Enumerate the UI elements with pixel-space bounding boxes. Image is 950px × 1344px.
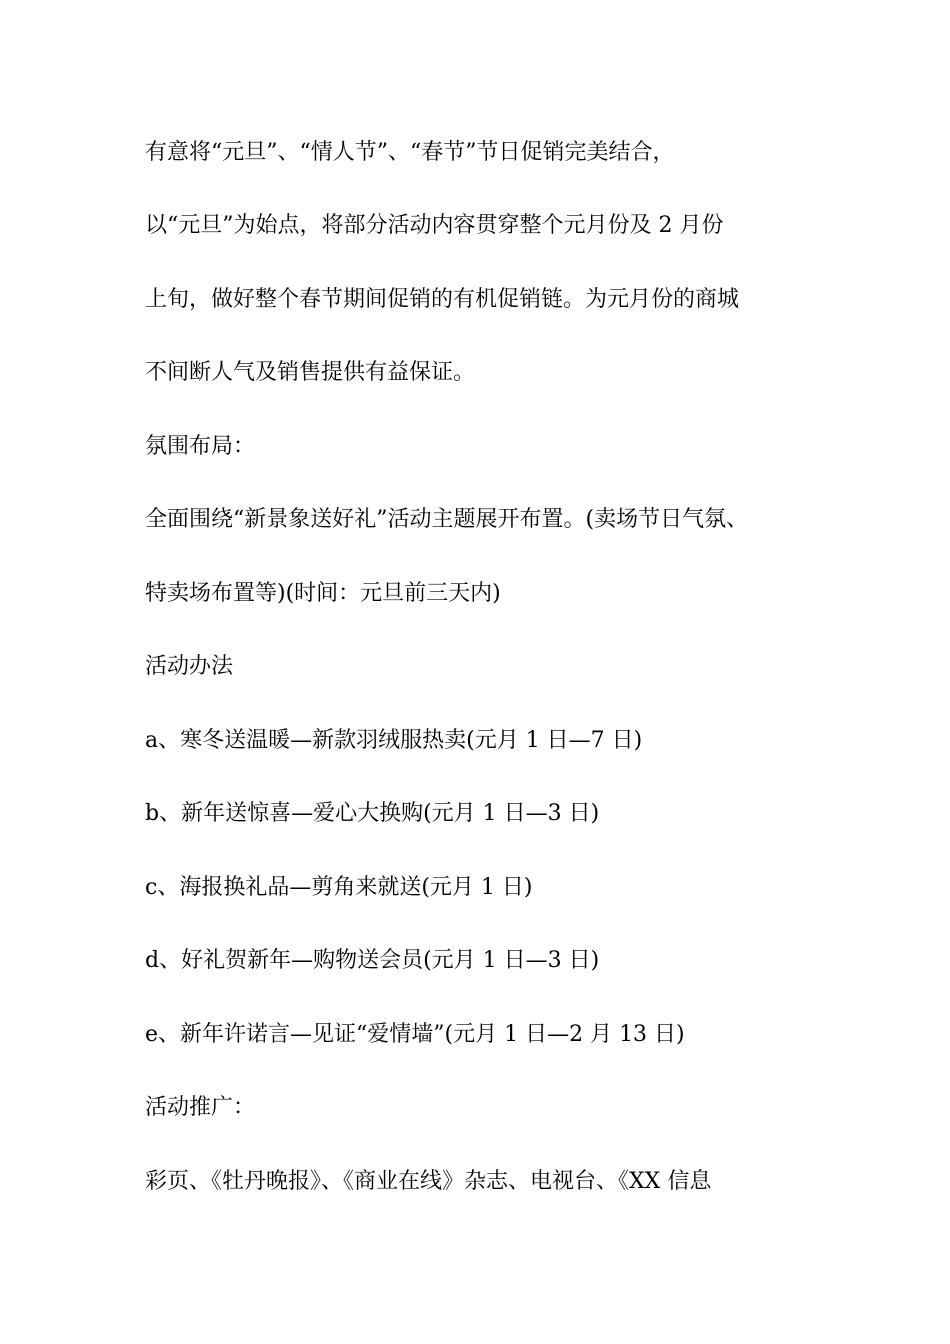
paragraph-intro-line-4: 不间断人气及销售提供有益保证。	[145, 360, 476, 385]
paragraph-intro-line-2: 以“元旦”为始点，将部分活动内容贯穿整个元月份及 2 月份	[145, 213, 724, 238]
paragraph-layout-line-1: 全面围绕“新景象送好礼”活动主题展开布置。(卖场节日气氛、	[145, 507, 749, 532]
paragraph-intro-line-3: 上旬，做好整个春节期间促销的有机促销链。为元月份的商城	[145, 287, 740, 312]
list-item-e: e、新年许诺言—见证“爱情墙”(元月 1 日—2 月 13 日)	[145, 1022, 685, 1047]
list-item-c: c、海报换礼品—剪角来就送(元月 1 日)	[145, 875, 533, 900]
list-item-b: b、新年送惊喜—爱心大换购(元月 1 日—3 日)	[145, 801, 600, 826]
list-item-d: d、好礼贺新年—购物送会员(元月 1 日—3 日)	[145, 948, 600, 973]
heading-atmosphere-layout: 氛围布局：	[145, 434, 256, 459]
paragraph-promotion-line-1: 彩页、《牡丹晚报》、《商业在线》杂志、电视台、《XX 信息	[145, 1169, 712, 1194]
list-item-a: a、寒冬送温暖—新款羽绒服热卖(元月 1 日—7 日)	[145, 728, 643, 753]
paragraph-layout-line-2: 特卖场布置等)(时间：元旦前三天内)	[145, 581, 501, 606]
paragraph-intro-line-1: 有意将“元旦”、“情人节”、“春节”节日促销完美结合，	[145, 140, 675, 165]
heading-activity-promotion: 活动推广：	[145, 1095, 256, 1120]
heading-activity-methods: 活动办法	[145, 654, 234, 679]
